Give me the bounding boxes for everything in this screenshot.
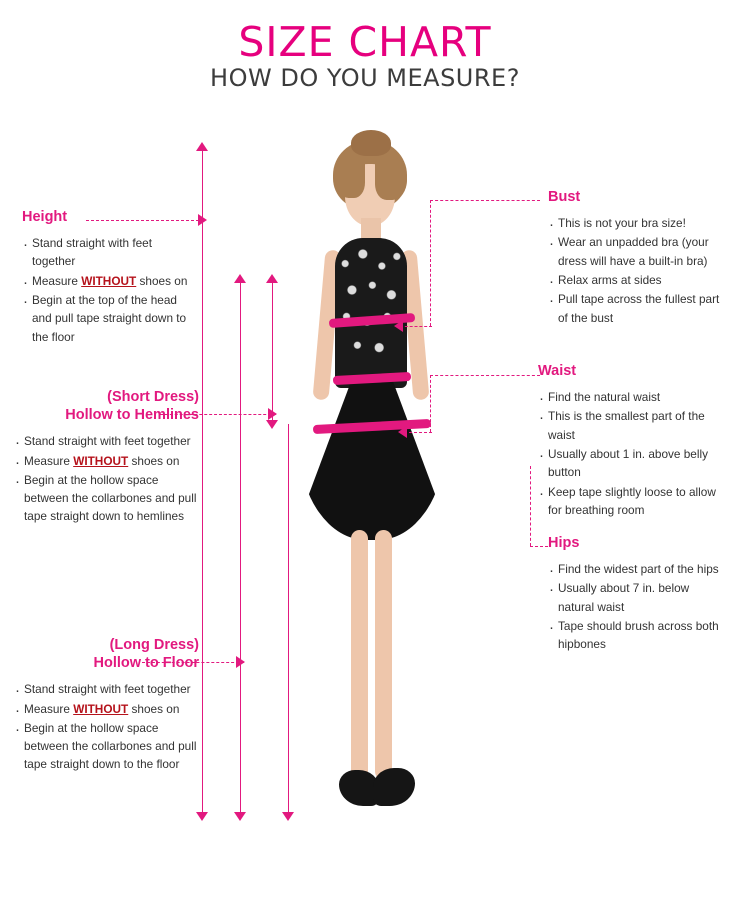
height-measure-line bbox=[202, 150, 203, 814]
callout-height-title: Height bbox=[22, 209, 68, 225]
emphasis-without: WITHOUT bbox=[81, 273, 137, 288]
list-item: · Usually about 1 in. above belly button bbox=[538, 445, 726, 482]
list-item: · Stand straight with feet together bbox=[14, 680, 199, 698]
list-item: · Measure WITHOUT shoes on bbox=[14, 700, 199, 718]
callout-height bbox=[22, 208, 197, 347]
hollow-to-floor-arrow-bottom bbox=[234, 812, 246, 821]
hips-leader-line bbox=[530, 546, 548, 547]
waist-leader-line-vert bbox=[430, 375, 431, 432]
hollow-to-hemline-measure-line bbox=[272, 282, 273, 422]
height-arrow-bottom bbox=[196, 812, 208, 821]
hollow-to-floor-arrow-top bbox=[234, 274, 246, 283]
list-item: · Tape should brush across both hipbones bbox=[548, 617, 726, 654]
callout-waist-title: Waist bbox=[538, 363, 577, 379]
hair-bun-shape bbox=[351, 130, 391, 156]
callout-short-dress-title-line2: Hollow to Hemlines bbox=[65, 407, 199, 424]
height-leader-arrow bbox=[198, 214, 207, 226]
list-item: · Stand straight with feet together bbox=[14, 432, 199, 450]
page-subtitle: HOW DO YOU MEASURE? bbox=[210, 64, 520, 92]
hair-right-shape bbox=[375, 156, 407, 200]
callout-long-dress-title-line1: (Long Dress) bbox=[109, 637, 199, 653]
waist-leader-arrow bbox=[398, 426, 407, 438]
list-item: · Find the natural waist bbox=[538, 388, 726, 406]
right-leg-shape bbox=[375, 530, 392, 780]
list-item: · Wear an unpadded bra (your dress will have a built-in bra) bbox=[548, 233, 726, 270]
callout-short-dress-title-line1: (Short Dress) bbox=[107, 389, 199, 405]
callout-long-dress-list bbox=[14, 680, 199, 773]
hollow-to-floor-measure-line bbox=[240, 282, 241, 814]
short-dress-leader-arrow bbox=[268, 408, 277, 420]
list-item: · Begin at the top of the head and pull tape straight down to the floor bbox=[22, 291, 197, 346]
callout-waist bbox=[538, 362, 726, 520]
list-item: · Stand straight with feet together bbox=[22, 234, 197, 271]
list-item: · This is the smallest part of the waist bbox=[538, 407, 726, 444]
lace-pattern bbox=[337, 242, 405, 362]
callout-short-dress-list bbox=[14, 432, 199, 525]
list-item: · Measure WITHOUT shoes on bbox=[14, 452, 199, 470]
list-item: · Measure WITHOUT shoes on bbox=[22, 272, 197, 290]
left-leg-shape bbox=[351, 530, 368, 780]
list-item: · Find the widest part of the hips bbox=[548, 560, 726, 578]
list-item: · Begin at the hollow space between the collarbones and pull tape straight down to the floor bbox=[14, 719, 199, 774]
callout-long-dress-title-line2: Hollow to Floor bbox=[93, 655, 199, 672]
emphasis-without: WITHOUT bbox=[73, 453, 129, 468]
list-item: · Begin at the hollow space between the collarbones and pull tape straight down to hemlines bbox=[14, 471, 199, 526]
page-title: SIZE CHART bbox=[238, 18, 492, 66]
bust-leader-arrow bbox=[394, 320, 403, 332]
callout-bust-list bbox=[548, 214, 726, 327]
callout-hips-list bbox=[548, 560, 726, 653]
list-item: · Usually about 7 in. below natural waist bbox=[548, 579, 726, 616]
bust-leader-line-bottom bbox=[400, 326, 432, 327]
callout-height-list bbox=[22, 234, 197, 346]
callout-short-dress bbox=[14, 388, 199, 527]
bust-leader-line-top bbox=[430, 200, 540, 201]
model-figure bbox=[255, 130, 485, 890]
callout-short-dress-title bbox=[14, 388, 199, 424]
hollow-to-hemline-arrow-bottom bbox=[266, 420, 278, 429]
callout-hips bbox=[548, 534, 726, 655]
skirt-width-arrow-bottom bbox=[282, 812, 294, 821]
waist-leader-line-bottom bbox=[404, 432, 432, 433]
callout-hips-title: Hips bbox=[548, 535, 580, 551]
list-item: · This is not your bra size! bbox=[548, 214, 726, 232]
callout-long-dress bbox=[14, 636, 199, 775]
callout-bust bbox=[548, 188, 726, 328]
list-item: · Relax arms at sides bbox=[548, 271, 726, 289]
emphasis-without: WITHOUT bbox=[73, 701, 129, 716]
skirt-width-line bbox=[288, 424, 289, 814]
callout-long-dress-title bbox=[14, 636, 199, 672]
bust-leader-line-vert bbox=[430, 200, 431, 326]
list-item: · Pull tape across the fullest part of the bust bbox=[548, 290, 726, 327]
callout-waist-list bbox=[538, 388, 726, 519]
hips-leader-line-vert bbox=[530, 466, 531, 546]
hollow-to-hemline-arrow-top bbox=[266, 274, 278, 283]
hair-left-shape bbox=[335, 156, 365, 198]
waist-leader-line-top bbox=[430, 375, 540, 376]
list-item: · Keep tape slightly loose to allow for breathing room bbox=[538, 483, 726, 520]
callout-bust-title: Bust bbox=[548, 189, 581, 205]
height-arrow-top bbox=[196, 142, 208, 151]
long-dress-leader-arrow bbox=[236, 656, 245, 668]
